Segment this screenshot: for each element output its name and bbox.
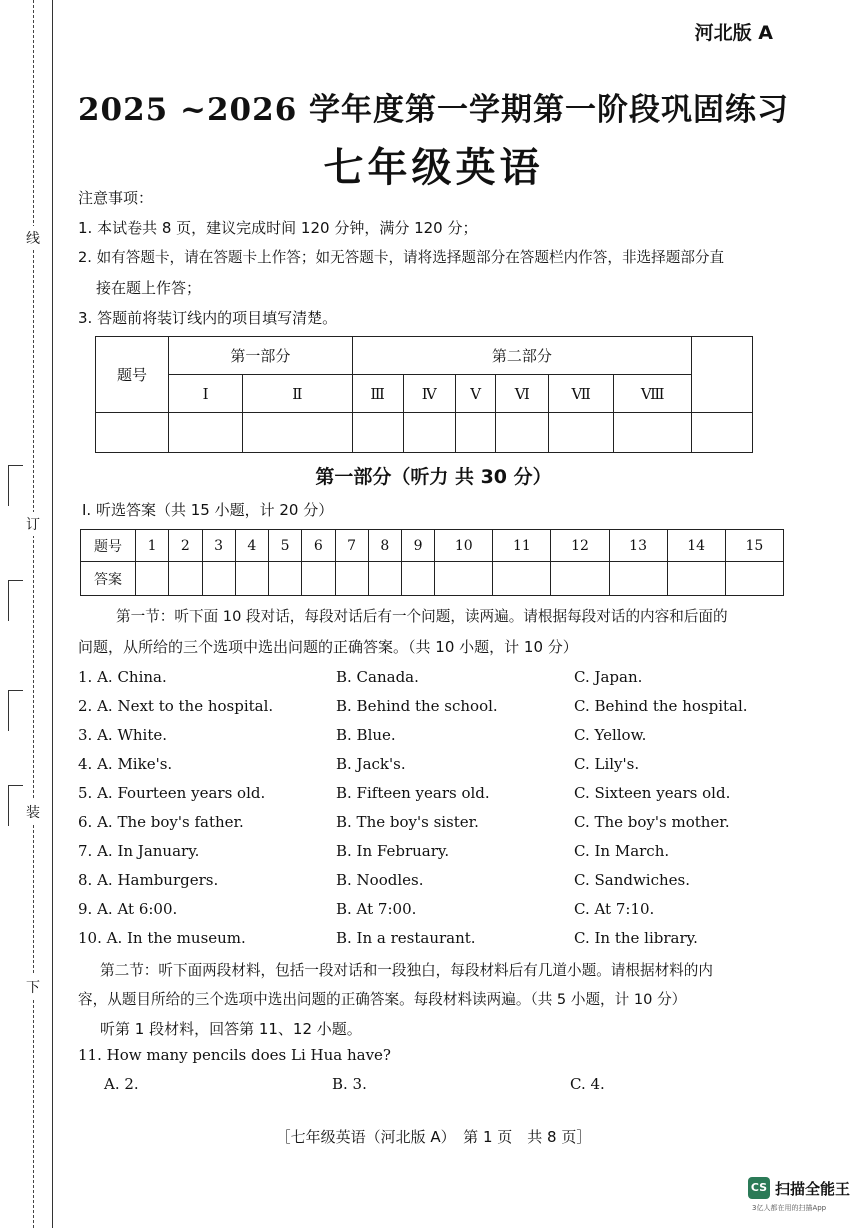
score-table-numeral: Ⅵ	[496, 375, 549, 413]
option-c: C. Sixteen years old.	[574, 784, 731, 802]
option-c: C. 4.	[570, 1075, 605, 1093]
answer-cell[interactable]	[235, 562, 268, 596]
score-cell[interactable]	[456, 413, 496, 453]
option-b: B. In a restaurant.	[336, 929, 476, 947]
score-table-numeral: Ⅷ	[614, 375, 692, 413]
question-row	[78, 813, 818, 842]
answer-table-label: 题号	[81, 530, 136, 562]
answer-number: 5	[269, 530, 302, 562]
page-footer: ［七年级英语（河北版 A） 第 1 页 共 8 页］	[275, 1128, 592, 1146]
score-table-label: 题号	[96, 337, 169, 413]
question-row	[78, 929, 818, 958]
score-cell[interactable]	[692, 413, 753, 453]
score-table-numeral: Ⅲ	[352, 375, 403, 413]
answer-cell[interactable]	[551, 562, 609, 596]
instruction-line: 容，从题目所给的三个选项中选出问题的正确答案。每段材料读两遍。（共 5 小题，计 10 分）	[78, 991, 687, 1008]
answer-number: 2	[169, 530, 202, 562]
option-a: 4. A. Mike's.	[78, 755, 173, 773]
option-a: A. 2.	[104, 1075, 139, 1093]
notice-heading: 注意事项：	[78, 189, 154, 207]
binding-mark	[8, 690, 23, 731]
question-row	[78, 668, 818, 697]
answer-table	[80, 529, 784, 596]
answer-cell[interactable]	[368, 562, 401, 596]
score-table-part2: 第二部分	[352, 337, 691, 375]
option-b: B. Behind the school.	[336, 697, 498, 715]
option-a: 7. A. In January.	[78, 842, 200, 860]
exam-title: 2025 ~2026 学年度第一学期第一阶段巩固练习	[77, 92, 790, 128]
score-cell[interactable]	[243, 413, 353, 453]
score-table-total-cell	[692, 337, 753, 413]
answer-number: 8	[368, 530, 401, 562]
option-a: 2. A. Next to the hospital.	[78, 697, 274, 715]
question-stem: 11. How many pencils does Li Hua have?	[78, 1046, 391, 1064]
option-a: 9. A. At 6:00.	[78, 900, 178, 918]
answer-number: 3	[202, 530, 235, 562]
answer-number: 10	[435, 530, 493, 562]
option-b: B. Noodles.	[336, 871, 424, 889]
option-a: 10. A. In the museum.	[78, 929, 246, 947]
score-table-numeral: Ⅳ	[403, 375, 455, 413]
question-row	[78, 697, 818, 726]
option-b: B. 3.	[332, 1075, 367, 1093]
option-c: C. Yellow.	[574, 726, 647, 744]
question-list	[78, 668, 818, 958]
score-cell[interactable]	[96, 413, 169, 453]
option-c: C. In March.	[574, 842, 670, 860]
notice-item: 1. 本试卷共 8 页，建议完成时间 120 分钟，满分 120 分；	[78, 219, 478, 237]
option-b: B. Fifteen years old.	[336, 784, 490, 802]
notice-item: 2. 如有答题卡，请在答题卡上作答；如无答题卡，请将选择题部分在答题栏内作答，非选择题部分直	[78, 249, 725, 266]
option-b: B. Jack's.	[336, 755, 406, 773]
score-cell[interactable]	[352, 413, 403, 453]
score-table-numeral: Ⅴ	[456, 375, 496, 413]
option-b: B. The boy's sister.	[336, 813, 479, 831]
binding-char-bind: 装	[26, 800, 40, 824]
answer-number: 1	[136, 530, 169, 562]
answer-number: 6	[302, 530, 335, 562]
option-a: 8. A. Hamburgers.	[78, 871, 219, 889]
score-cell[interactable]	[614, 413, 692, 453]
option-b: B. Blue.	[336, 726, 396, 744]
answer-cell[interactable]	[609, 562, 667, 596]
score-table-numeral: Ⅰ	[169, 375, 243, 413]
exam-subject: 七年级英语	[323, 145, 544, 191]
notice-item: 接在题上作答；	[96, 279, 202, 297]
answer-number: 4	[235, 530, 268, 562]
scanner-app-name: 扫描全能王	[775, 1180, 851, 1198]
answer-cell[interactable]	[725, 562, 783, 596]
question-row	[78, 784, 818, 813]
option-c: C. The boy's mother.	[574, 813, 730, 831]
answer-cell[interactable]	[667, 562, 725, 596]
answer-table-label: 答案	[81, 562, 136, 596]
option-b: B. Canada.	[336, 668, 419, 686]
score-cell[interactable]	[549, 413, 614, 453]
section-title: 第一部分（听力 共 30 分）	[315, 466, 552, 488]
answer-cell[interactable]	[435, 562, 493, 596]
score-table-part1: 第一部分	[169, 337, 353, 375]
option-a: 3. A. White.	[78, 726, 167, 744]
question-heading: Ⅰ. 听选答案（共 15 小题，计 20 分）	[82, 501, 334, 519]
answer-number: 12	[551, 530, 609, 562]
option-a: 6. A. The boy's father.	[78, 813, 244, 831]
score-cell[interactable]	[496, 413, 549, 453]
answer-number: 11	[493, 530, 551, 562]
option-c: C. Japan.	[574, 668, 643, 686]
binding-mark	[8, 785, 23, 826]
answer-cell[interactable]	[269, 562, 302, 596]
instruction-line: 第一节：听下面 10 段对话，每段对话后有一个问题，读两遍。请根据每段对话的内容和后面的	[116, 608, 728, 625]
answer-cell[interactable]	[202, 562, 235, 596]
edition-label: 河北版 A	[694, 22, 773, 44]
option-c: C. At 7:10.	[574, 900, 655, 918]
answer-number: 15	[725, 530, 783, 562]
answer-cell[interactable]	[136, 562, 169, 596]
option-a: 5. A. Fourteen years old.	[78, 784, 266, 802]
option-a: 1. A. China.	[78, 668, 167, 686]
question-row	[78, 726, 818, 755]
binding-char-order: 订	[26, 512, 40, 536]
option-c: C. Behind the hospital.	[574, 697, 748, 715]
answer-cell[interactable]	[335, 562, 368, 596]
instruction-line: 第二节：听下面两段材料，包括一段对话和一段独白，每段材料后有几道小题。请根据材料的内	[100, 962, 713, 979]
score-cell[interactable]	[403, 413, 455, 453]
answer-cell[interactable]	[302, 562, 335, 596]
score-table	[95, 336, 753, 453]
question-row	[78, 900, 818, 929]
instruction-line: 问题，从所给的三个选项中选出问题的正确答案。（共 10 小题，计 10 分）	[78, 638, 578, 656]
binding-char-below: 下	[26, 975, 40, 999]
answer-cell[interactable]	[402, 562, 435, 596]
option-c: C. Sandwiches.	[574, 871, 691, 889]
score-table-numeral: Ⅱ	[243, 375, 353, 413]
scanner-logo-icon: CS	[748, 1177, 770, 1199]
answer-cell[interactable]	[169, 562, 202, 596]
scanner-tagline: 3亿人都在用的扫描App	[752, 1204, 827, 1212]
score-cell[interactable]	[169, 413, 243, 453]
option-c: C. Lily's.	[574, 755, 640, 773]
score-table-numeral: Ⅶ	[549, 375, 614, 413]
option-b: B. In February.	[336, 842, 450, 860]
binding-mark	[8, 580, 23, 621]
material-instruction: 听第 1 段材料，回答第 11、12 小题。	[100, 1020, 362, 1038]
option-b: B. At 7:00.	[336, 900, 417, 918]
answer-number: 9	[402, 530, 435, 562]
question-row	[78, 842, 818, 871]
binding-char-line: 线	[26, 226, 40, 250]
answer-cell[interactable]	[493, 562, 551, 596]
answer-number: 13	[609, 530, 667, 562]
question-row	[78, 871, 818, 900]
option-c: C. In the library.	[574, 929, 698, 947]
notice-item: 3. 答题前将装订线内的项目填写清楚。	[78, 309, 338, 327]
question-row	[78, 755, 818, 784]
answer-number: 7	[335, 530, 368, 562]
answer-number: 14	[667, 530, 725, 562]
